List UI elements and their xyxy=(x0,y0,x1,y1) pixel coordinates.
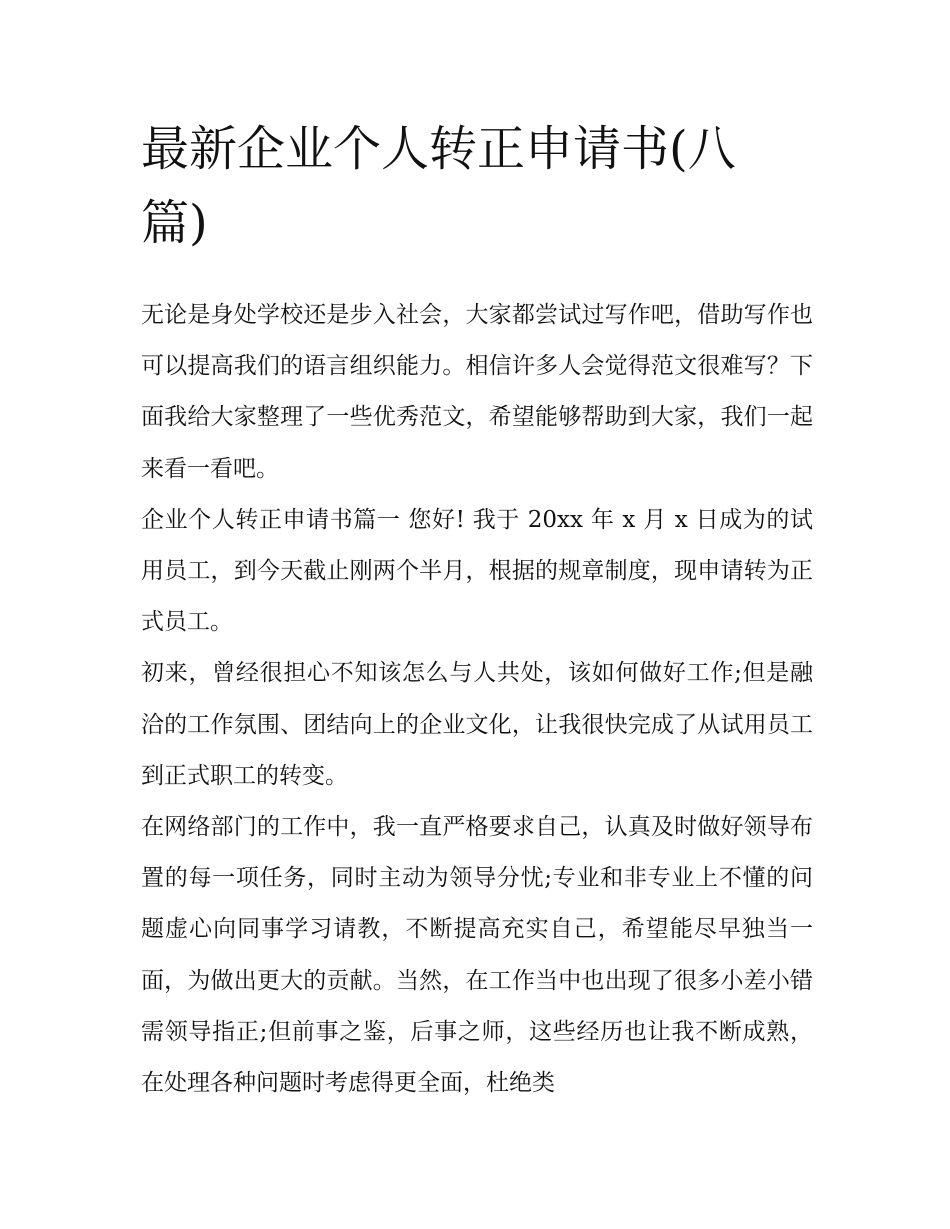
document-title: 最新企业个人转正申请书(八篇) xyxy=(141,121,736,251)
paragraph-adaptation: 初来，曾经很担心不知该怎么与人共处，该如何做好工作;但是融洽的工作氛围、团结向上的企业文化，让我很快完成了从试用员工到正式职工的转变。 xyxy=(141,660,813,789)
paragraph-letter-opening: 企业个人转正申请书篇一 您好! 我于 20xx 年 x 月 x 日成为的试用员工，到今天截止刚两个半月，根据的规章制度，现申请转为正式员工。 xyxy=(141,506,813,636)
document-body xyxy=(141,290,813,1109)
document-content xyxy=(141,112,813,1109)
paragraph-intro: 无论是身处学校还是步入社会，大家都尝试过写作吧，借助写作也可以提高我们的语言组织能力。相信许多人会觉得范文很难写？下面我给大家整理了一些优秀范文，希望能够帮助到大家，我们一起来看一看吧。 xyxy=(141,302,813,482)
paragraph-work-performance: 在网络部门的工作中，我一直严格要求自己，认真及时做好领导布置的每一项任务，同时主动为领导分忧;专业和非专业上不懂的问题虚心向同事学习请教，不断提高充实自己，希望能尽早独当一面，为做出更大的贡献。当然，在工作当中也出现了很多小差小错需领导指正;但前事之鉴，后事之师，这些经历也让我不断成熟，在处理各种问题时考虑得更全面，杜绝类 xyxy=(141,814,813,1097)
